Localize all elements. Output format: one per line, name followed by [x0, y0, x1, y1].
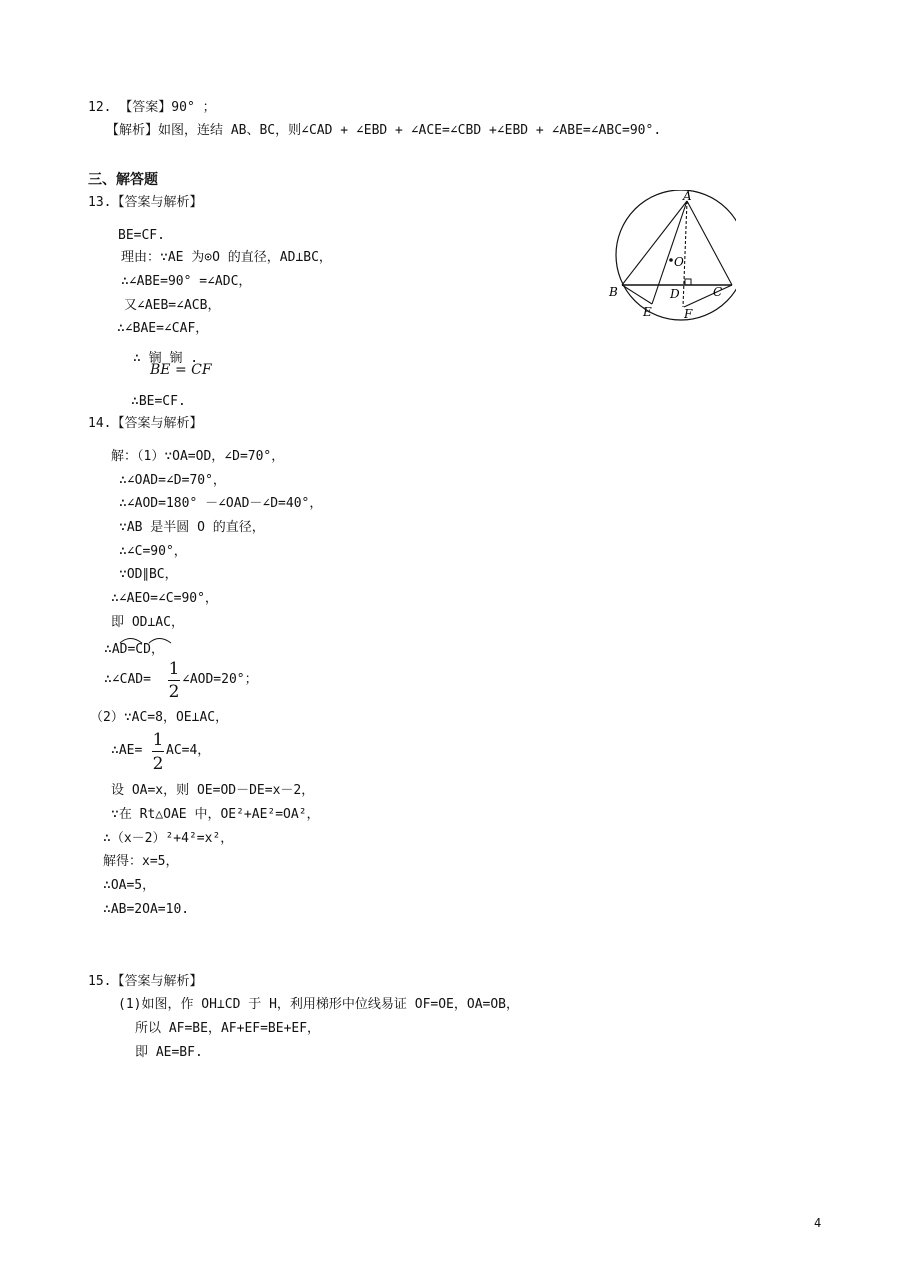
q14-line: ∴AB=2OA=10.: [103, 902, 190, 917]
label-c: C: [713, 285, 723, 299]
q13-arc-equation: BE = CF: [150, 362, 212, 378]
q14-line: ∠AOD=20°；: [182, 672, 258, 687]
q14-part2: （2）∵AC=8，OE⊥AC，: [90, 710, 229, 725]
q15-line: 即 AE=BF.: [135, 1045, 203, 1060]
q13-line: 又∠AEB=∠ACB，: [124, 298, 221, 313]
q14-line: ∵OD∥BC，: [119, 567, 178, 582]
fraction-numerator: 1: [168, 659, 180, 679]
q14-line: ∴∠AOD=180° －∠OAD－∠D=40°，: [119, 496, 323, 511]
label-b: B: [609, 285, 618, 299]
q14-line: ∴AE=: [111, 743, 143, 758]
q14-line: 解得：x=5，: [103, 854, 179, 869]
q15-line: (1)如图，作 OH⊥CD 于 H，利用梯形中位线易证 OF=OE，OA=OB，: [118, 997, 520, 1012]
label-d: D: [670, 287, 680, 301]
label-a: A: [683, 190, 692, 203]
label-o: O: [674, 255, 684, 269]
right-angle-mark: [685, 279, 691, 285]
q14-line: ∴∠AEO=∠C=90°，: [111, 591, 218, 606]
circle-figure: [606, 190, 736, 325]
q14-line: AC=4，: [166, 743, 211, 758]
arc-mark-cd: [149, 639, 171, 644]
page-number: 4: [814, 1216, 822, 1230]
q13-header: 13.【答案与解析】: [88, 195, 203, 210]
q14-line: 设 OA=x，则 OE=OD－DE=x－2，: [111, 783, 315, 798]
q14-line: ∴∠C=90°，: [119, 544, 187, 559]
q14-line: 即 OD⊥AC，: [111, 615, 184, 630]
q15-line: 所以 AF=BE，AF+EF=BE+EF，: [135, 1021, 321, 1036]
q13-line: 理由：∵AE 为⊙O 的直径，AD⊥BC，: [121, 250, 332, 265]
q14-line: ∴∠CAD=: [104, 672, 151, 687]
segment-be: [622, 285, 652, 304]
q12-answer: 12. 【答案】90° ；: [88, 100, 216, 115]
fraction-bar: [152, 751, 164, 752]
q14-line: ∴∠OAD=∠D=70°，: [119, 473, 226, 488]
label-f: F: [684, 307, 693, 321]
segment-ab: [622, 201, 687, 285]
q13-line: ∴∠ABE=90° =∠ADC，: [121, 274, 252, 289]
q14-line: 解：（1）∵OA=OD，∠D=70°，: [111, 449, 285, 464]
label-e: E: [643, 305, 652, 319]
segment-af: [683, 201, 687, 307]
fraction-bar: [168, 680, 180, 681]
arc-marks: [118, 633, 174, 645]
q12-analysis: 【解析】如图，连结 AB、BC，则∠CAD + ∠EBD + ∠ACE=∠CBD +∠EBD + ∠ABE=∠ABC=90°.: [106, 123, 662, 138]
q15-header: 15.【答案与解析】: [88, 974, 203, 989]
q14-line: ∵AB 是半圆 O 的直径，: [119, 520, 265, 535]
q13-line: ∴BE=CF.: [131, 394, 186, 409]
section-title: 三、解答题: [88, 172, 158, 188]
segment-ac: [687, 201, 732, 285]
fraction-numerator: 1: [152, 730, 164, 750]
q14-line: ∵在 Rt△OAE 中，OE²+AE²=OA²，: [111, 807, 320, 822]
q13-line: BE=CF.: [118, 228, 165, 243]
q14-arc-equation: ∴AD=CD，: [104, 642, 164, 657]
fraction-denominator: 2: [168, 682, 180, 702]
center-point-o: [669, 258, 673, 262]
q14-line: ∴（x－2）²+4²=x²，: [103, 831, 234, 846]
q13-garbled-line: ∴ 锎 锎 .: [133, 351, 199, 366]
q14-header: 14.【答案与解析】: [88, 416, 203, 431]
q14-line: ∴OA=5，: [103, 878, 156, 893]
arc-mark-ad: [120, 639, 142, 644]
q13-line: ∴∠BAE=∠CAF，: [117, 321, 209, 336]
fraction-denominator: 2: [152, 754, 164, 774]
